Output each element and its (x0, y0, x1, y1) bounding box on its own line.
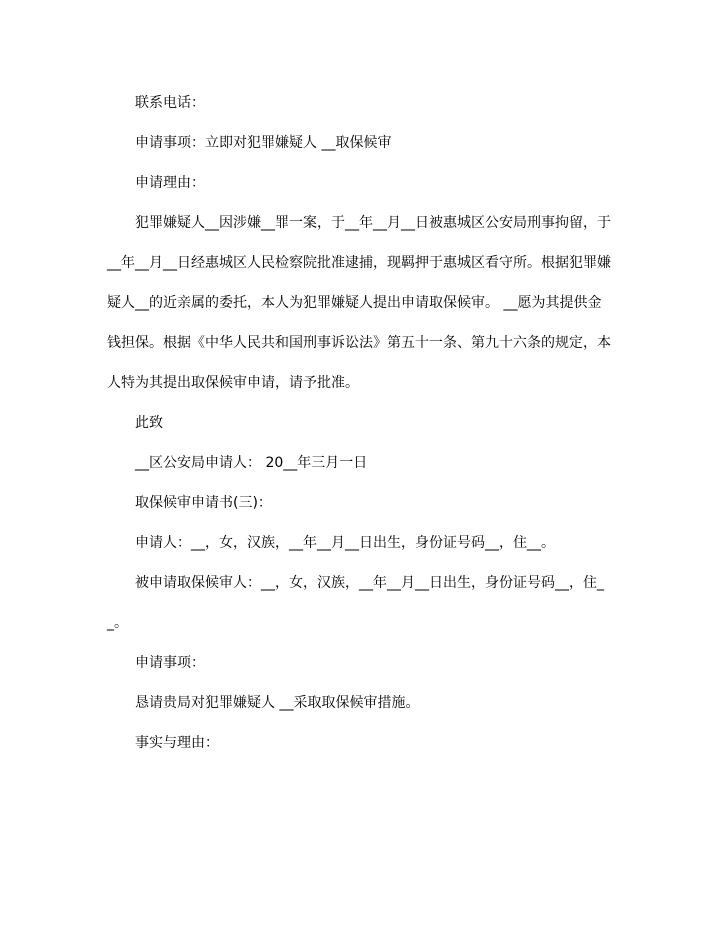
salutation-line: 此致 (135, 415, 163, 431)
document-body (107, 83, 612, 763)
request-line: 恳请贵局对犯罪嫌疑人 __采取取保候审措施。 (135, 695, 420, 711)
recipient-signature-line: __区公安局申请人： 20__年三月一日 (135, 455, 368, 471)
contact-phone-line: 联系电话： (135, 95, 205, 111)
reason-paragraph: 犯罪嫌疑人__因涉嫌__罪一案，于__年__月__日被惠城区公安局刑事拘留，于__年__月__日经惠城区人民检察院批准逮捕，现羁押于惠城区看守所。根据犯罪嫌疑人__的近亲属的委托，本人为犯罪嫌疑人提出申请取保候审。 __愿为其提供金钱担保。根据《中华人民共和国刑事诉讼法》第五十一条、第九十六条的规定，本人特为其提出取保候审申请，请予批准。 (107, 215, 611, 391)
form-title-three: 取保候审申请书(三)： (135, 495, 272, 511)
applicant-info-line: 申请人：__，女，汉族，__年__月__日出生，身份证号码__，住__。 (135, 535, 555, 551)
application-matter-line: 申请事项：立即对犯罪嫌疑人 __取保候审 (135, 135, 392, 151)
application-matter-heading: 申请事项： (135, 655, 205, 671)
application-reason-heading: 申请理由： (135, 175, 205, 191)
facts-reasons-heading: 事实与理由： (135, 735, 219, 751)
respondent-info-line: 被申请取保候审人：__，女，汉族，__年__月__日出生，身份证号码__，住__。 (107, 575, 604, 631)
